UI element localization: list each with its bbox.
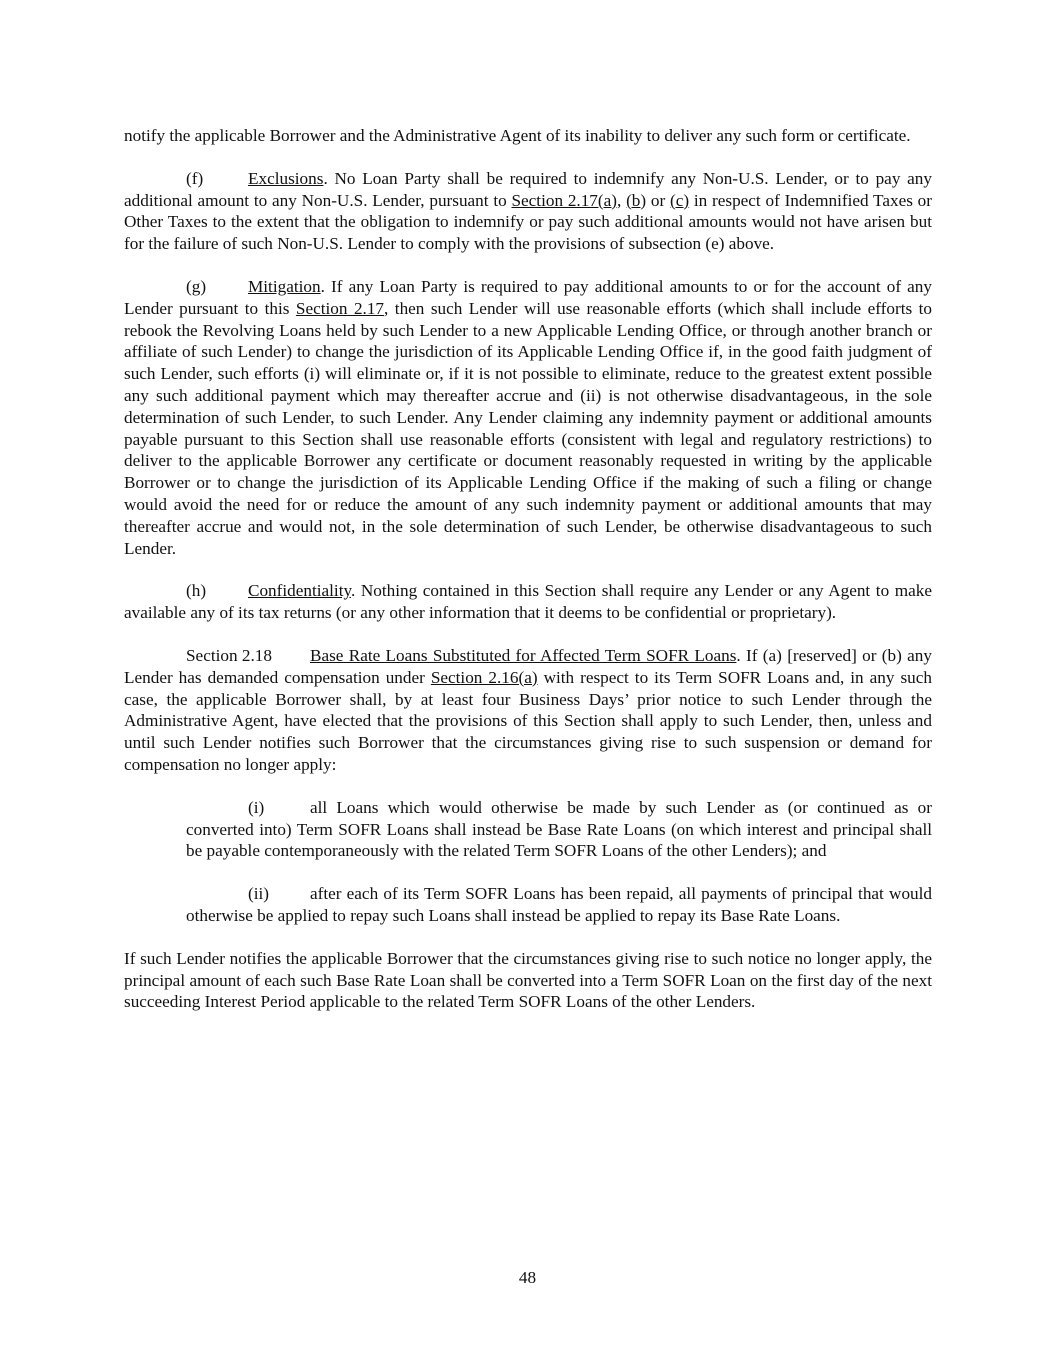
clause-label-h: (h) (186, 581, 207, 601)
clause-label-g: (g) (186, 276, 207, 296)
paragraph-2-18-text-2: with respect to its Term SOFR Loans and, in any such case, the applicable Borrower shall, by at least four Business Days’ prior notice to such Lender through the Administrative Agent, have elected that the provisions of this Section shall apply to such Lender, then, unless and until such Lender notifies such Borrower that the circumstances giving rise to such suspension or demand for compensation no longer apply: (124, 667, 932, 774)
paragraph-final (124, 948, 932, 1013)
heading-mitigation: Mitigation (248, 276, 321, 296)
reference-section-2-16-a: Section 2.16(a) (430, 667, 538, 687)
reference-b: (b) (626, 190, 647, 210)
paragraph-intro (124, 125, 932, 147)
heading-base-rate-loans: Base Rate Loans Substituted for Affected Term SOFR Loans (310, 645, 737, 665)
paragraph-i-text: all Loans which would otherwise be made by such Lender as (or continued as or converted into) Term SOFR Loans shall instead be Base Rate Loans (on which interest and principal shall be payable contemporaneously with the related Term SOFR Loans of the other Lenders); and (186, 797, 932, 861)
paragraph-f-text-1: . No Loan Party shall be required to indemnify any Non-U.S. Lender, or to pay any additional amount to any Non-U.S. Lender, pursuant to (124, 168, 932, 210)
paragraph-section-2-18 (124, 645, 932, 776)
paragraph-intro-text: notify the applicable Borrower and the Administrative Agent of its inability to deliver any such form or certificate. (124, 126, 911, 145)
page-number: 48 (518, 1268, 537, 1287)
paragraph-f-text-2: , (616, 190, 627, 210)
paragraph-final-text: If such Lender notifies the applicable Borrower that the circumstances giving rise to such notice no longer apply, the principal amount of each such Base Rate Loan shall be converted into a Term SOFR Loan on the first day of the next succeeding Interest Period applicable to the related Term SOFR Loans of the other Lenders. (124, 948, 932, 1012)
paragraph-ii-text: after each of its Term SOFR Loans has been repaid, all payments of principal that would otherwise be applied to repay such Loans shall instead be applied to repay its Base Rate Loans. (186, 884, 932, 925)
paragraph-h-text-1: . Nothing contained in this Section shall require any Lender or any Agent to make available any of its tax returns (or any other information that it deems to be confidential or proprietary). (124, 581, 932, 623)
reference-c: (c) (670, 190, 690, 210)
paragraph-g-mitigation (124, 276, 932, 559)
paragraph-clause-ii (186, 883, 932, 927)
clause-label-i: (i) (248, 797, 265, 817)
paragraph-2-18-text-1: . If (a) [reserved] or (b) any Lender has demanded compensation under (124, 645, 932, 687)
paragraph-clause-i (186, 797, 932, 862)
paragraph-f-text-4: in respect of Indemnified Taxes or Other Taxes to the extent that the obligation to indemnify or pay such additional amounts would not have arisen but for the failure of such Non-U.S. Lender to comply with the provisions of subsection (e) above. (124, 190, 932, 254)
paragraph-f-exclusions (124, 168, 932, 255)
reference-section-2-17: Section 2.17 (295, 298, 385, 318)
paragraph-g-text-1: . If any Loan Party is required to pay additional amounts to or for the account of any Lender pursuant to this (124, 276, 932, 318)
clause-label-ii: (ii) (248, 884, 269, 904)
reference-section-2-17-a: Section 2.17(a) (511, 190, 617, 210)
paragraph-g-text-2: , then such Lender will use reasonable efforts (which shall include efforts to rebook the Revolving Loans held by such Lender to a new Applicable Lending Office, or through another branch or affiliate of such Lender) to change the jurisdiction of its Applicable Lending Office if, in the good faith judgment of such Lender, such efforts (i) will eliminate or, if it is not possible to eliminate, reduce to the greatest extent possible any such additional payment which may thereafter accrue and (ii) is not otherwise disadvantageous, in the sole determination of such Lender, to such Lender. Any Lender claiming any indemnity payment or additional amounts payable pursuant to this Section shall use reasonable efforts (consistent with legal and regulatory restrictions) to deliver to the applicable Borrower any certificate or document reasonably requested in writing by the applicable Borrower or to change the jurisdiction of its Applicable Lending Office if the making of such a filing or change would avoid the need for or reduce the amount of any such indemnity payment or additional amounts that may thereafter accrue and would not, in the sole determination of such Lender, be otherwise disadvantageous to such Lender. (124, 298, 933, 558)
heading-exclusions: Exclusions (248, 168, 324, 188)
paragraph-h-confidentiality (124, 580, 932, 624)
paragraph-f-text-3: or (646, 190, 671, 210)
clause-label-f: (f) (186, 168, 204, 188)
heading-confidentiality: Confidentiality (248, 581, 351, 601)
document-page (124, 125, 932, 1034)
section-label-2-18: Section 2.18 (186, 645, 272, 665)
